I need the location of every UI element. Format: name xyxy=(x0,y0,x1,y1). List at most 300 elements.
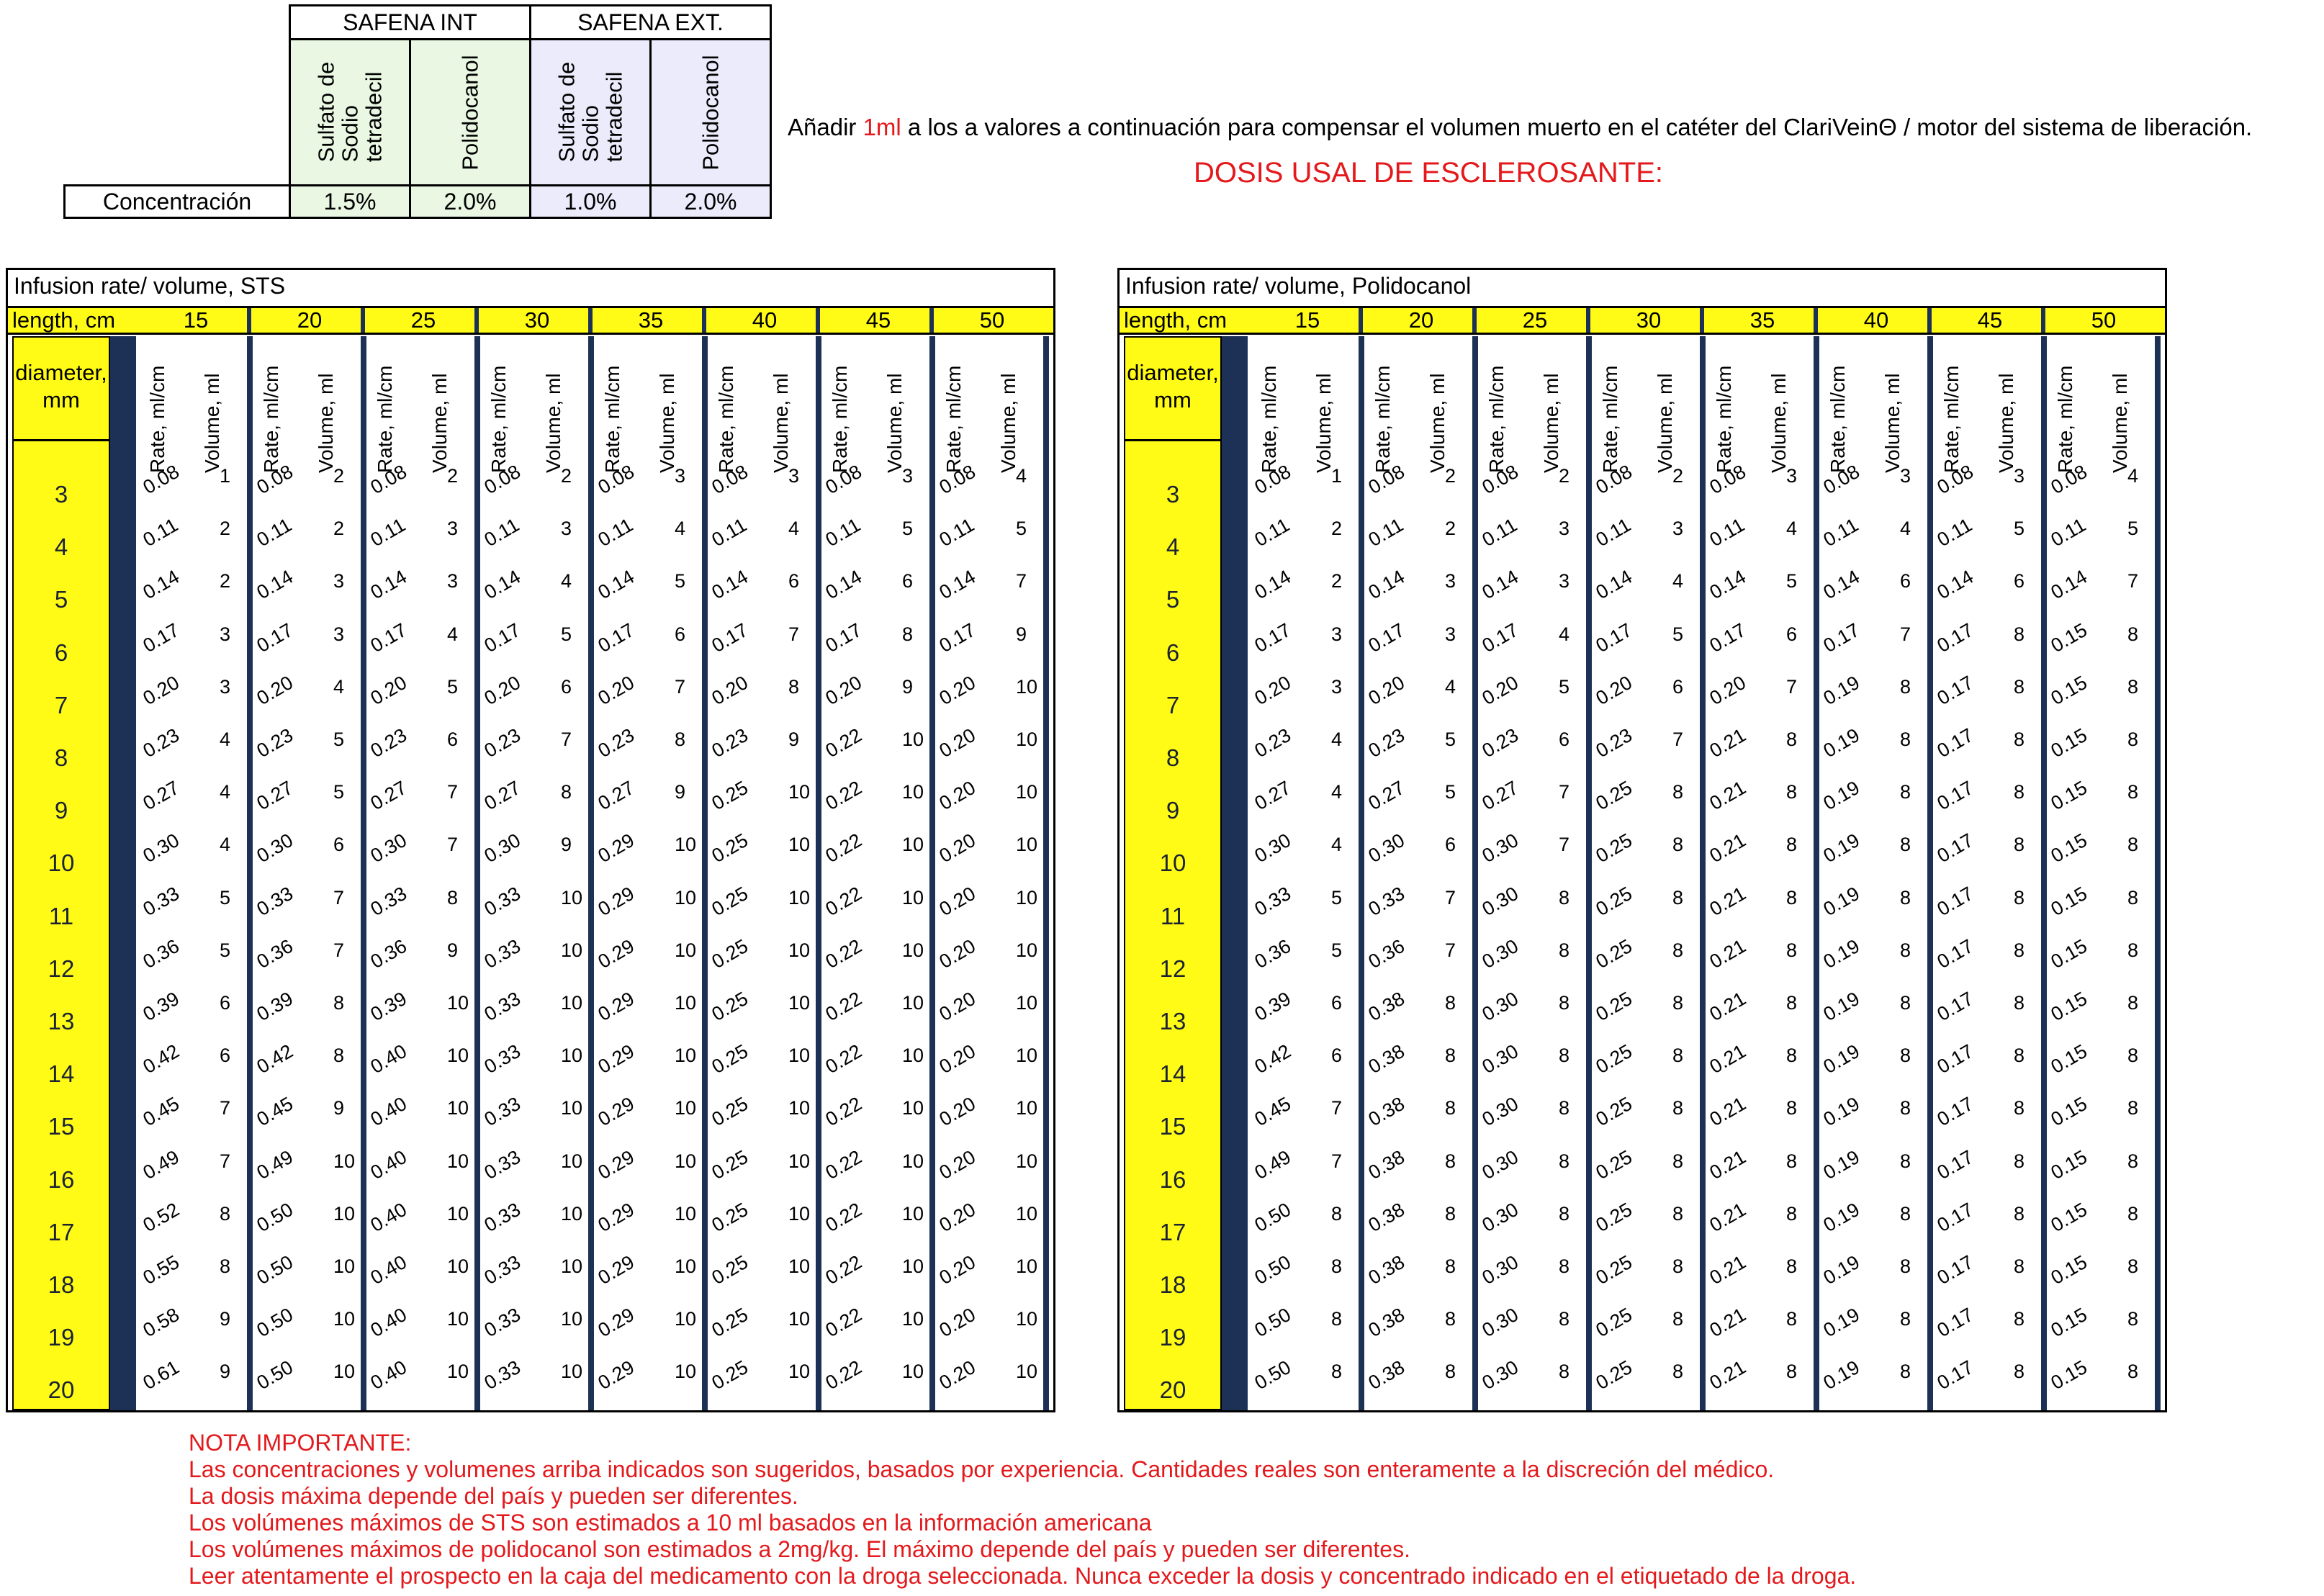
rate-cell: 0.23 xyxy=(480,723,525,762)
footnote-line: Los volúmenes máximos de polidocanol son estimados a 2mg/kg. El máximo depende del país y pueden ser diferentes. xyxy=(189,1536,1410,1562)
volume-cell: 2 xyxy=(1445,518,1456,540)
length-separator xyxy=(929,308,934,333)
volume-cell: 10 xyxy=(561,1255,583,1277)
volume-cell: 10 xyxy=(788,1202,811,1225)
volume-cell: 8 xyxy=(1900,1255,1911,1277)
volume-cell: 10 xyxy=(675,886,697,909)
rate-cell: 0.33 xyxy=(480,1040,525,1078)
diameter-value: 5 xyxy=(1166,586,1180,613)
rate-cell: 0.38 xyxy=(1364,987,1409,1026)
volume-cell: 8 xyxy=(2014,623,2025,645)
rate-cell: 0.22 xyxy=(821,1145,866,1184)
volume-cell: 8 xyxy=(1900,939,1911,961)
volume-cell: 10 xyxy=(902,1045,924,1067)
volume-cell: 9 xyxy=(1016,623,1027,645)
volume-cell: 8 xyxy=(220,1202,231,1225)
rate-cell: 0.11 xyxy=(1819,514,1863,551)
volume-cell: 8 xyxy=(1786,992,1798,1014)
rate-cell: 0.30 xyxy=(1251,829,1295,867)
volume-cell: 10 xyxy=(788,781,811,803)
volume-cell: 8 xyxy=(2014,1308,2025,1330)
rate-cell: 0.20 xyxy=(253,671,297,709)
sts-dosing-table xyxy=(6,268,1055,1412)
length-row xyxy=(1120,306,2165,335)
rate-cell: 0.11 xyxy=(708,514,751,551)
rate-cell: 0.29 xyxy=(594,1040,639,1078)
rate-cell: 0.22 xyxy=(821,1040,866,1078)
volume-cell: 8 xyxy=(447,886,459,909)
note-highlight: 1ml xyxy=(863,114,901,140)
rate-cell: 0.19 xyxy=(1819,829,1864,867)
volume-header: Volume, ml xyxy=(428,373,451,473)
rate-cell: 0.20 xyxy=(1364,671,1409,709)
volume-header: Volume, ml xyxy=(1767,373,1790,473)
rate-cell: 0.20 xyxy=(1706,671,1750,709)
diameter-value: 10 xyxy=(48,849,75,877)
diameter-value: 14 xyxy=(48,1060,75,1088)
rate-cell: 0.17 xyxy=(1933,723,1978,762)
volume-cell: 4 xyxy=(1786,518,1798,540)
rate-cell: 0.19 xyxy=(1819,1356,1864,1394)
rate-cell: 0.19 xyxy=(1819,1304,1864,1342)
volume-cell: 8 xyxy=(1900,1308,1911,1330)
volume-cell: 8 xyxy=(1331,1202,1343,1225)
volume-cell: 10 xyxy=(788,1097,811,1119)
rate-cell: 0.21 xyxy=(1706,1145,1750,1184)
volume-cell: 8 xyxy=(2127,729,2139,750)
length-separator xyxy=(816,308,820,333)
volume-cell: 8 xyxy=(1786,1150,1798,1172)
rate-cell: 0.27 xyxy=(480,777,525,815)
volume-cell: 10 xyxy=(902,1361,924,1383)
volume-cell: 10 xyxy=(1016,886,1038,909)
volume-cell: 7 xyxy=(220,1150,231,1172)
volume-cell: 4 xyxy=(1331,834,1343,856)
rate-cell: 0.50 xyxy=(253,1304,297,1342)
rate-cell: 0.25 xyxy=(1592,882,1636,920)
rate-cell: 0.25 xyxy=(708,1250,752,1289)
rate-cell: 0.23 xyxy=(1251,723,1295,762)
rate-cell: 0.36 xyxy=(139,934,184,973)
volume-cell: 10 xyxy=(561,1097,583,1119)
diameter-value: 16 xyxy=(1159,1166,1186,1193)
rate-cell: 0.17 xyxy=(1933,1356,1978,1394)
length-separator xyxy=(1359,308,1363,333)
rate-cell: 0.17 xyxy=(935,618,980,657)
volume-cell: 6 xyxy=(1559,729,1570,750)
volume-cell: 3 xyxy=(447,570,459,592)
volume-cell: 4 xyxy=(1900,518,1911,540)
rate-cell: 0.25 xyxy=(708,882,752,920)
volume-cell: 2 xyxy=(1672,465,1684,487)
rate-cell: 0.22 xyxy=(821,777,866,815)
rate-cell: 0.21 xyxy=(1706,1093,1750,1131)
rate-cell: 0.17 xyxy=(1933,618,1978,657)
rate-cell: 0.11 xyxy=(253,514,296,551)
diameter-value: 15 xyxy=(1159,1113,1186,1140)
rate-cell: 0.15 xyxy=(2047,934,2091,973)
volume-cell: 2 xyxy=(1445,465,1456,487)
volume-cell: 7 xyxy=(1445,886,1456,909)
rate-cell: 0.14 xyxy=(139,566,184,604)
volume-cell: 10 xyxy=(1016,1097,1038,1119)
rate-cell: 0.29 xyxy=(594,1304,639,1342)
rate-cell: 0.20 xyxy=(366,671,411,709)
rate-cell: 0.21 xyxy=(1706,987,1750,1026)
rate-cell: 0.19 xyxy=(1819,987,1864,1026)
volume-cell: 10 xyxy=(675,1202,697,1225)
rate-cell: 0.36 xyxy=(366,934,411,973)
rate-cell: 0.20 xyxy=(935,1093,980,1131)
volume-cell: 2 xyxy=(561,465,572,487)
rate-cell: 0.15 xyxy=(2047,723,2091,762)
volume-cell: 9 xyxy=(788,729,800,750)
volume-cell: 7 xyxy=(1016,570,1027,592)
length-separator xyxy=(247,308,251,333)
footnote-line: Las concentraciones y volumenes arriba indicados son sugeridos, basados por experiencia. Cantidades reales son enteramente a la discreción del médico. xyxy=(189,1456,1775,1482)
rate-cell: 0.15 xyxy=(2047,671,2091,709)
diameter-value: 12 xyxy=(1159,955,1186,982)
diameter-value: 19 xyxy=(1159,1324,1186,1351)
rate-cell: 0.40 xyxy=(366,1145,411,1184)
volume-cell: 6 xyxy=(333,834,345,856)
rate-cell: 0.23 xyxy=(1364,723,1409,762)
diameter-header: diameter, mm xyxy=(14,338,109,441)
volume-cell: 10 xyxy=(675,1361,697,1383)
rate-cell: 0.38 xyxy=(1364,1356,1409,1394)
volume-cell: 6 xyxy=(2014,570,2025,592)
volume-cell: 3 xyxy=(1559,518,1570,540)
volume-cell: 10 xyxy=(675,1255,697,1277)
volume-cell: 6 xyxy=(220,992,231,1014)
rate-cell: 0.19 xyxy=(1819,1040,1864,1078)
volume-header: Volume, ml xyxy=(656,373,678,473)
rate-cell: 0.29 xyxy=(594,829,639,867)
volume-cell: 2 xyxy=(1331,518,1343,540)
rate-cell: 0.33 xyxy=(480,934,525,973)
rate-cell: 0.40 xyxy=(366,1304,411,1342)
volume-cell: 5 xyxy=(1331,886,1343,909)
rate-cell: 0.30 xyxy=(1478,829,1523,867)
volume-cell: 3 xyxy=(333,623,345,645)
volume-cell: 7 xyxy=(447,781,459,803)
rate-cell: 0.29 xyxy=(594,882,639,920)
rate-cell: 0.22 xyxy=(821,723,866,762)
volume-cell: 8 xyxy=(1900,1202,1911,1225)
rate-cell: 0.45 xyxy=(1251,1093,1295,1131)
rate-cell: 0.40 xyxy=(366,1040,411,1078)
diameter-value: 11 xyxy=(1160,902,1186,929)
volume-cell: 10 xyxy=(788,992,811,1014)
volume-cell: 9 xyxy=(220,1361,231,1383)
volume-cell: 3 xyxy=(561,518,572,540)
volume-cell: 6 xyxy=(1672,675,1684,698)
length-separator xyxy=(588,308,593,333)
volume-cell: 3 xyxy=(1445,570,1456,592)
rate-cell: 0.22 xyxy=(821,1304,866,1342)
volume-cell: 10 xyxy=(788,1255,811,1277)
rate-cell: 0.19 xyxy=(1819,1093,1864,1131)
rate-cell: 0.21 xyxy=(1706,1356,1750,1394)
volume-header: Volume, ml xyxy=(2109,373,2131,473)
rate-cell: 0.30 xyxy=(1478,934,1523,973)
volume-cell: 8 xyxy=(1672,1202,1684,1225)
volume-cell: 5 xyxy=(333,729,345,750)
rate-cell: 0.17 xyxy=(1706,618,1750,657)
volume-cell: 8 xyxy=(1445,992,1456,1014)
rate-cell: 0.08 xyxy=(1251,460,1295,499)
rate-cell: 0.23 xyxy=(139,723,184,762)
volume-cell: 8 xyxy=(1331,1255,1343,1277)
rate-cell: 0.50 xyxy=(253,1356,297,1394)
length-value: 15 xyxy=(1294,307,1320,333)
rate-cell: 0.20 xyxy=(1251,671,1295,709)
rate-header: Rate, ml/cm xyxy=(1827,365,1849,473)
column-separator xyxy=(702,336,708,1410)
volume-cell: 10 xyxy=(447,1097,469,1119)
rate-cell: 0.25 xyxy=(708,777,752,815)
volume-cell: 8 xyxy=(2014,729,2025,750)
diameter-value: 19 xyxy=(48,1324,75,1351)
rate-cell: 0.40 xyxy=(366,1093,411,1131)
volume-cell: 10 xyxy=(447,1361,469,1383)
length-separator xyxy=(1586,308,1590,333)
diameter-value: 3 xyxy=(1166,481,1180,508)
volume-cell: 6 xyxy=(675,623,686,645)
concentration-value: 2.0% xyxy=(410,186,531,218)
volume-cell: 8 xyxy=(2127,992,2139,1014)
rate-cell: 0.20 xyxy=(594,671,639,709)
rate-cell: 0.39 xyxy=(253,987,297,1026)
rate-cell: 0.36 xyxy=(253,934,297,973)
rate-cell: 0.14 xyxy=(821,566,866,604)
volume-cell: 8 xyxy=(1672,1361,1684,1383)
length-separator xyxy=(1927,308,1932,333)
rate-cell: 0.50 xyxy=(1251,1304,1295,1342)
rate-cell: 0.29 xyxy=(594,987,639,1026)
rate-cell: 0.39 xyxy=(139,987,184,1026)
volume-cell: 7 xyxy=(333,939,345,961)
rate-cell: 0.14 xyxy=(480,566,525,604)
column-separator xyxy=(1472,336,1478,1410)
rate-cell: 0.19 xyxy=(1819,1198,1864,1236)
volume-cell: 10 xyxy=(675,834,697,856)
diameter-value: 5 xyxy=(54,586,68,613)
volume-cell: 3 xyxy=(333,570,345,592)
volume-cell: 6 xyxy=(220,1045,231,1067)
rate-cell: 0.30 xyxy=(1478,1250,1523,1289)
volume-cell: 10 xyxy=(561,1045,583,1067)
volume-cell: 9 xyxy=(561,834,572,856)
rate-cell: 0.15 xyxy=(2047,1304,2091,1342)
rate-cell: 0.25 xyxy=(1592,777,1636,815)
rate-cell: 0.08 xyxy=(708,460,752,499)
rate-cell: 0.33 xyxy=(366,882,411,920)
volume-cell: 3 xyxy=(2014,465,2025,487)
volume-header: Volume, ml xyxy=(315,373,337,473)
volume-cell: 10 xyxy=(788,1150,811,1172)
diameter-value: 8 xyxy=(1166,744,1180,771)
rate-cell: 0.08 xyxy=(253,460,297,499)
rate-cell: 0.29 xyxy=(594,934,639,973)
volume-cell: 10 xyxy=(561,1150,583,1172)
footnotes xyxy=(189,1430,1856,1590)
volume-cell: 8 xyxy=(1672,1150,1684,1172)
volume-cell: 9 xyxy=(333,1097,345,1119)
rate-cell: 0.20 xyxy=(1478,671,1523,709)
rate-cell: 0.25 xyxy=(1592,1040,1636,1078)
volume-cell: 10 xyxy=(1016,781,1038,803)
volume-cell: 8 xyxy=(2014,1150,2025,1172)
column-separator xyxy=(2155,336,2161,1410)
rate-cell: 0.22 xyxy=(821,987,866,1026)
volume-cell: 7 xyxy=(1672,729,1684,750)
rate-cell: 0.25 xyxy=(708,1093,752,1131)
rate-cell: 0.15 xyxy=(2047,1040,2091,1078)
rate-cell: 0.11 xyxy=(1251,514,1294,551)
table-title: Infusion rate/ volume, Polidocanol xyxy=(1125,273,1472,299)
volume-cell: 7 xyxy=(675,675,686,698)
volume-cell: 10 xyxy=(902,729,924,750)
rate-cell: 0.50 xyxy=(1251,1356,1295,1394)
volume-cell: 8 xyxy=(1786,729,1798,750)
rate-cell: 0.14 xyxy=(1933,566,1978,604)
rate-header: Rate, ml/cm xyxy=(942,365,965,473)
volume-cell: 2 xyxy=(447,465,459,487)
diameter-value: 4 xyxy=(54,533,68,561)
volume-cell: 4 xyxy=(220,781,231,803)
rate-cell: 0.38 xyxy=(1364,1040,1409,1078)
rate-cell: 0.20 xyxy=(935,829,980,867)
rate-cell: 0.21 xyxy=(1706,777,1750,815)
length-separator xyxy=(474,308,479,333)
rate-cell: 0.14 xyxy=(2047,566,2091,604)
rate-cell: 0.25 xyxy=(1592,934,1636,973)
rate-cell: 0.21 xyxy=(1706,882,1750,920)
rate-cell: 0.50 xyxy=(1251,1198,1295,1236)
rate-cell: 0.25 xyxy=(1592,829,1636,867)
volume-cell: 7 xyxy=(220,1097,231,1119)
volume-cell: 8 xyxy=(1445,1045,1456,1067)
diameter-value: 13 xyxy=(1159,1008,1186,1034)
length-value: 40 xyxy=(1863,307,1889,333)
volume-cell: 3 xyxy=(1672,518,1684,540)
volume-cell: 10 xyxy=(902,781,924,803)
volume-header: Volume, ml xyxy=(770,373,792,473)
footnote-heading: NOTA IMPORTANTE: xyxy=(189,1430,412,1456)
rate-cell: 0.40 xyxy=(366,1250,411,1289)
volume-cell: 4 xyxy=(561,570,572,592)
volume-cell: 6 xyxy=(561,675,572,698)
rate-cell: 0.08 xyxy=(1478,460,1523,499)
volume-cell: 8 xyxy=(2127,623,2139,645)
volume-cell: 8 xyxy=(1672,781,1684,803)
concentration-value: 2.0% xyxy=(651,186,771,218)
table-title: Infusion rate/ volume, STS xyxy=(14,273,286,299)
length-value: 20 xyxy=(297,307,323,333)
rate-cell: 0.11 xyxy=(366,514,410,551)
volume-cell: 8 xyxy=(1559,1097,1570,1119)
length-separator xyxy=(1472,308,1477,333)
volume-cell: 2 xyxy=(220,570,231,592)
rate-cell: 0.23 xyxy=(1478,723,1523,762)
diameter-value: 18 xyxy=(48,1271,75,1298)
volume-cell: 8 xyxy=(2127,1097,2139,1119)
volume-cell: 8 xyxy=(1559,992,1570,1014)
rate-cell: 0.27 xyxy=(139,777,184,815)
rate-cell: 0.29 xyxy=(594,1093,639,1131)
rate-cell: 0.22 xyxy=(821,1198,866,1236)
length-separator xyxy=(702,308,706,333)
rate-cell: 0.61 xyxy=(139,1356,184,1394)
volume-cell: 10 xyxy=(788,886,811,909)
volume-cell: 5 xyxy=(220,939,231,961)
rate-cell: 0.23 xyxy=(366,723,411,762)
volume-cell: 3 xyxy=(788,465,800,487)
length-value: 20 xyxy=(1408,307,1434,333)
rate-cell: 0.17 xyxy=(253,618,297,657)
volume-cell: 8 xyxy=(1445,1202,1456,1225)
rate-cell: 0.17 xyxy=(1933,1198,1978,1236)
volume-cell: 10 xyxy=(675,1097,697,1119)
diameter-value: 3 xyxy=(54,481,68,508)
volume-cell: 8 xyxy=(1786,781,1798,803)
rate-cell: 0.58 xyxy=(139,1304,184,1342)
column-separator xyxy=(588,336,594,1410)
diameter-value: 17 xyxy=(48,1218,75,1245)
rate-cell: 0.22 xyxy=(821,1093,866,1131)
rate-cell: 0.20 xyxy=(935,1250,980,1289)
volume-cell: 8 xyxy=(333,1045,345,1067)
volume-cell: 10 xyxy=(1016,1045,1038,1067)
volume-cell: 9 xyxy=(447,939,459,961)
rate-cell: 0.17 xyxy=(1933,829,1978,867)
rate-cell: 0.17 xyxy=(1933,777,1978,815)
volume-cell: 5 xyxy=(902,518,914,540)
volume-header: Volume, ml xyxy=(1995,373,2017,473)
rate-cell: 0.27 xyxy=(1251,777,1295,815)
length-value: 45 xyxy=(865,307,891,333)
rate-cell: 0.50 xyxy=(253,1198,297,1236)
rate-cell: 0.20 xyxy=(935,987,980,1026)
volume-cell: 4 xyxy=(447,623,459,645)
rate-cell: 0.50 xyxy=(253,1250,297,1289)
volume-cell: 8 xyxy=(2014,1045,2025,1067)
volume-cell: 10 xyxy=(1016,1308,1038,1330)
drug-header-sts-ext: Sulfato de Sodio tetradecil xyxy=(531,40,651,186)
volume-cell: 6 xyxy=(788,570,800,592)
rate-cell: 0.27 xyxy=(366,777,411,815)
drug-header-sts-int: Sulfato de Sodio tetradecil xyxy=(290,40,410,186)
volume-header: Volume, ml xyxy=(1881,373,1904,473)
rate-cell: 0.17 xyxy=(708,618,752,657)
rate-cell: 0.20 xyxy=(1592,671,1636,709)
rate-cell: 0.19 xyxy=(1819,934,1864,973)
rate-cell: 0.17 xyxy=(1933,987,1978,1026)
volume-cell: 8 xyxy=(1786,834,1798,856)
volume-cell: 8 xyxy=(1445,1255,1456,1277)
rate-cell: 0.25 xyxy=(708,934,752,973)
volume-cell: 10 xyxy=(788,939,811,961)
diameter-value: 14 xyxy=(1159,1060,1186,1088)
volume-cell: 8 xyxy=(1786,1097,1798,1119)
rate-cell: 0.15 xyxy=(2047,1198,2091,1236)
rate-cell: 0.25 xyxy=(1592,1304,1636,1342)
column-separator xyxy=(1043,336,1049,1410)
rate-cell: 0.17 xyxy=(1933,671,1978,709)
rate-cell: 0.08 xyxy=(366,460,411,499)
rate-cell: 0.20 xyxy=(708,671,752,709)
